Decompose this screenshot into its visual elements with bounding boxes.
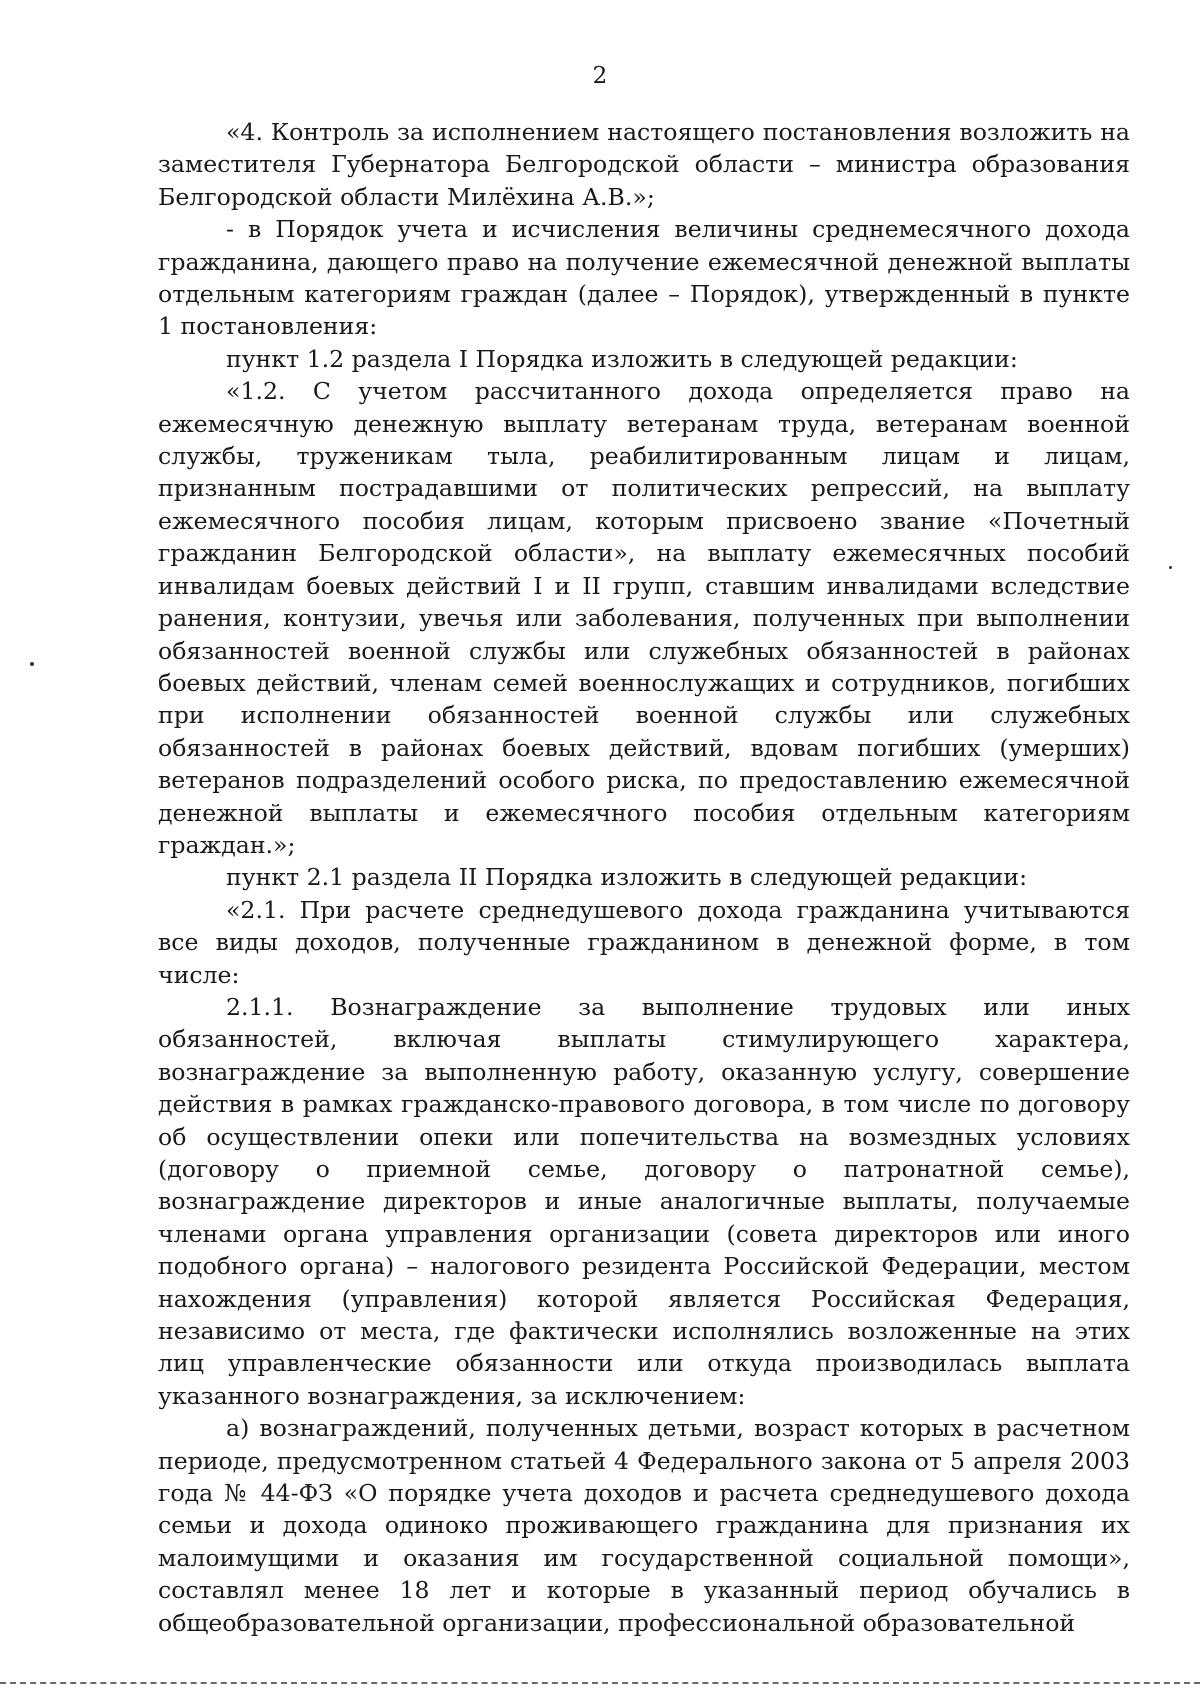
document-body	[158, 116, 1130, 1639]
paragraph-clause-2-1-text: «2.1. При расчете среднедушевого дохода гражданина учитываются все виды доходов, полученные гражданином в денежной форме, в том числе:	[158, 895, 1130, 989]
paragraph-subclause-a-text: а) вознаграждений, полученных детьми, возраст которых в расчетном периоде, предусмотренном статьей 4 Федерального закона от 5 апреля 2003 года № 44-ФЗ «О порядке учета доходов и расчета среднедушевого дохода семьи и дохода одиноко проживающего гражданина для признания их малоимущими и оказания им государственной социальной помощи», составлял менее 18 лет и которые в указанный период обучались в общеобразовательной организации, профессиональной образовательной	[158, 1414, 1130, 1637]
paragraph-clause-2-1-heading: пункт 2.1 раздела II Порядка изложить в следующей редакции:	[226, 863, 1028, 892]
bottom-edge-line	[0, 1682, 1200, 1684]
paragraph-order-amendment-intro: - в Порядок учета и исчисления величины среднемесячного дохода гражданина, дающего право на получение ежемесячной денежной выплаты отдельным категориям граждан (далее – Порядок), утвержденный в пункте 1 постановления:	[158, 215, 1130, 341]
paragraph-clause-2-1-1-text: 2.1.1. Вознаграждение за выполнение трудовых или иных обязанностей, включая выплаты стимулирующего характера, вознаграждение за выполненную работу, оказанную услугу, совершение действия в рамках гражданско-правового договора, в том числе по договору об осуществлении опеки или попечительства на возмездных условиях (договору о приемной семье, договору о патронатной семье), вознаграждение директоров и иные аналогичные выплаты, получаемые членами органа управления организации (совета директоров или иного подобного органа) – налогового резидента Российской Федерации, местом нахождения (управления) которой является Российская Федерация, независимо от места, где фактически исполнялись возложенные на этих лиц управленческие обязанности или откуда производилась выплата указанного вознаграждения, за исключением:	[158, 992, 1130, 1410]
paragraph-clause-1-2-heading: пункт 1.2 раздела I Порядка изложить в следующей редакции:	[226, 344, 1018, 373]
scan-artifact-dot	[30, 662, 34, 666]
scan-artifact-dot	[1169, 566, 1172, 569]
page-number: 2	[592, 63, 608, 89]
paragraph-control-clause: «4. Контроль за исполнением настоящего постановления возложить на заместителя Губернатора Белгородской области – министра образования Белгородской области Милёхина А.В.»;	[158, 118, 1130, 211]
paragraph-clause-1-2-text: «1.2. С учетом рассчитанного дохода определяется право на ежемесячную денежную выплату ветеранам труда, ветеранам военной службы, труженикам тыла, реабилитированным лицам и лицам, признанным пострадавшими от политических репрессий, на выплату ежемесячного пособия лицам, которым присвоено звание «Почетный гражданин Белгородской области», на выплату ежемесячных пособий инвалидам боевых действий I и II групп, ставшим инвалидами вследствие ранения, контузии, увечья или заболевания, полученных при выполнении обязанностей военной службы или служебных обязанностей в районах боевых действий, членам семей военнослужащих и сотрудников, погибших при исполнении обязанностей военной службы или служебных обязанностей в районах боевых действий, вдовам погибших (умерших) ветеранов подразделений особого риска, по предоставлению ежемесячной денежной выплаты и ежемесячного пособия отдельным категориям граждан.»;	[158, 377, 1130, 859]
